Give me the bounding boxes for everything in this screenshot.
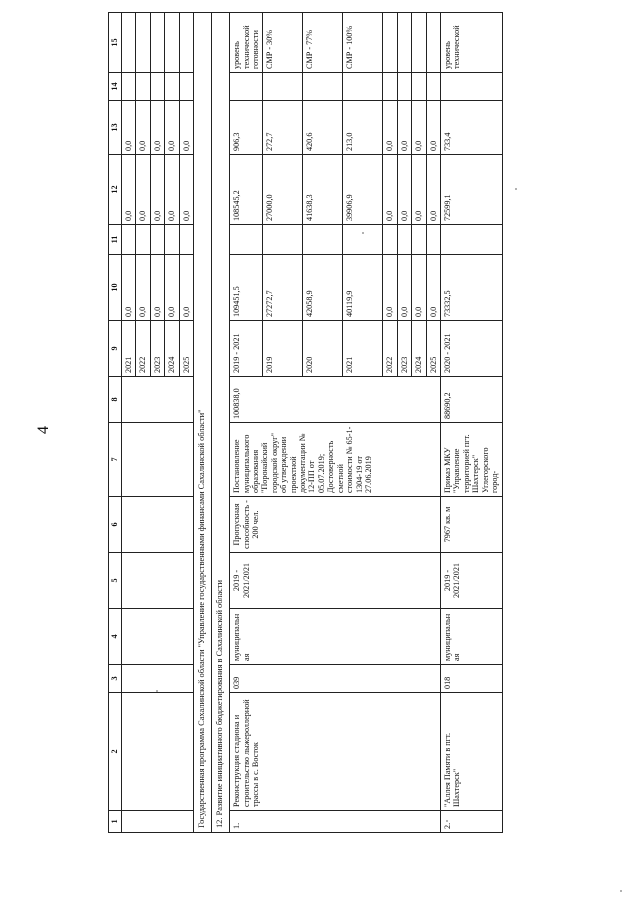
result-cell bbox=[426, 13, 440, 73]
value-cell: 0,0 bbox=[179, 101, 193, 155]
col-header: 10 bbox=[109, 255, 122, 321]
section-title: 12. Развитие инициативного бюджетирования в Сахалинской области bbox=[212, 13, 230, 833]
program-title: Государственная программа Сахалинской области "Управление государственными финансами Сахалинской области" bbox=[194, 13, 212, 833]
program-row bbox=[194, 13, 212, 833]
value-cell: 0,0 bbox=[150, 101, 164, 155]
col-header: 9 bbox=[109, 321, 122, 377]
col-header: 3 bbox=[109, 665, 122, 693]
table-row bbox=[122, 13, 136, 833]
value-cell: 0,0 bbox=[165, 155, 179, 225]
value-cell: 733,4 bbox=[441, 101, 503, 155]
year-cell: 2020 bbox=[303, 321, 343, 377]
year-cell: 2024 bbox=[165, 321, 179, 377]
ownership-cell: муниципальная bbox=[230, 609, 441, 665]
value-cell: 0,0 bbox=[179, 255, 193, 321]
value-cell: 213,0 bbox=[343, 101, 383, 155]
col-header: 8 bbox=[109, 377, 122, 423]
year-cell: 2020 - 2021 bbox=[441, 321, 503, 377]
ownership-cell: муниципальная bbox=[441, 609, 503, 665]
project-name: Реконструкция стадиона и строительство лыжероллерной трассы в с. Восток bbox=[230, 693, 441, 811]
period-cell: 2019 - 2021/2021 bbox=[441, 553, 503, 609]
value-cell: 0,0 bbox=[136, 101, 150, 155]
value-cell: 272,7 bbox=[263, 101, 303, 155]
value-cell: 0,0 bbox=[165, 101, 179, 155]
value-cell: 0,0 bbox=[122, 155, 136, 225]
code-cell: 018 bbox=[441, 665, 503, 693]
value-cell: 0,0 bbox=[412, 255, 426, 321]
year-cell: 2022 bbox=[383, 321, 397, 377]
value-cell: 420,6 bbox=[303, 101, 343, 155]
col-header: 1 bbox=[109, 811, 122, 833]
budget-table bbox=[108, 12, 503, 833]
value-cell: 0,0 bbox=[150, 155, 164, 225]
result-cell: уровень технической готовности bbox=[230, 13, 263, 73]
year-cell: 2021 bbox=[343, 321, 383, 377]
year-cell: 2023 bbox=[397, 321, 411, 377]
col-header: 11 bbox=[109, 225, 122, 255]
col-header: 4 bbox=[109, 609, 122, 665]
value-cell: 109451,5 bbox=[230, 255, 263, 321]
cost-cell: 100838,0 bbox=[230, 377, 441, 423]
value-cell: 73332,5 bbox=[441, 255, 503, 321]
col-header: 13 bbox=[109, 101, 122, 155]
value-cell: 42058,9 bbox=[303, 255, 343, 321]
value-cell: 0,0 bbox=[412, 101, 426, 155]
result-cell bbox=[412, 13, 426, 73]
col-header: 2 bbox=[109, 693, 122, 811]
year-cell: 2025 bbox=[179, 321, 193, 377]
value-cell: 0,0 bbox=[179, 155, 193, 225]
result-cell: СМР - 100% bbox=[343, 13, 383, 73]
result-cell bbox=[397, 13, 411, 73]
value-cell: 0,0 bbox=[136, 255, 150, 321]
result-cell: уровень технической bbox=[441, 13, 503, 73]
value-cell: 0,0 bbox=[122, 101, 136, 155]
col-header: 12 bbox=[109, 155, 122, 225]
result-cell bbox=[383, 13, 397, 73]
document-cell: Приказ МКУ "Управление территорией пгт. Шахтерск" Углегорского город- bbox=[441, 423, 503, 497]
year-cell: 2023 bbox=[150, 321, 164, 377]
year-cell: 2024 bbox=[412, 321, 426, 377]
scan-speck bbox=[620, 890, 622, 892]
value-cell: 0,0 bbox=[150, 255, 164, 321]
value-cell: 0,0 bbox=[136, 155, 150, 225]
year-cell: 2021 bbox=[122, 321, 136, 377]
value-cell: 0,0 bbox=[383, 101, 397, 155]
year-cell: 2022 bbox=[136, 321, 150, 377]
table-row bbox=[441, 13, 503, 833]
value-cell: 0,0 bbox=[122, 255, 136, 321]
table-row bbox=[230, 13, 263, 833]
section-row bbox=[212, 13, 230, 833]
result-cell: СМР - 77% bbox=[303, 13, 343, 73]
value-cell: 0,0 bbox=[383, 255, 397, 321]
col-header: 5 bbox=[109, 553, 122, 609]
capacity-cell: 7967 кв. м bbox=[441, 497, 503, 553]
col-header: 7 bbox=[109, 423, 122, 497]
value-cell: 0,0 bbox=[397, 255, 411, 321]
col-header: 15 bbox=[109, 13, 122, 73]
result-cell: СМР - 30% bbox=[263, 13, 303, 73]
project-name: "Аллея Памяти в пгт. Шахтерск" bbox=[441, 693, 503, 811]
row-number: 1. bbox=[230, 811, 441, 833]
value-cell: 108545,2 bbox=[230, 155, 263, 225]
value-cell: 0,0 bbox=[165, 255, 179, 321]
value-cell: 0,0 bbox=[426, 255, 440, 321]
capacity-cell: Пропускная способность - 200 чел. bbox=[230, 497, 441, 553]
page-number: 4 bbox=[35, 426, 52, 434]
cost-cell: 88690,2 bbox=[441, 377, 503, 423]
value-cell: 0,0 bbox=[412, 155, 426, 225]
value-cell: 27272,7 bbox=[263, 255, 303, 321]
value-cell: 72599,1 bbox=[441, 155, 503, 225]
year-cell: 2019 bbox=[263, 321, 303, 377]
value-cell: 0,0 bbox=[397, 101, 411, 155]
period-cell: 2019 - 2021/2021 bbox=[230, 553, 441, 609]
col-header: 6 bbox=[109, 497, 122, 553]
value-cell: 39906,9 bbox=[343, 155, 383, 225]
rotated-table-page bbox=[108, 13, 598, 833]
column-number-row bbox=[109, 13, 122, 833]
value-cell: 0,0 bbox=[397, 155, 411, 225]
year-cell: 2025 bbox=[426, 321, 440, 377]
value-cell: 0,0 bbox=[426, 155, 440, 225]
document-cell: Постановление муниципального образования "Поронайский городской округ" об утверждении проектной документации № 12-ПП от 05.07.2019; Достоверность сметной стоимости № 65-1-1304-19 от 27.06.2019 bbox=[230, 423, 441, 497]
row-number: 2. bbox=[441, 811, 503, 833]
value-cell: 40119,9 bbox=[343, 255, 383, 321]
value-cell: 0,0 bbox=[426, 101, 440, 155]
code-cell: 039 bbox=[230, 665, 441, 693]
value-cell: 41638,3 bbox=[303, 155, 343, 225]
value-cell: 906,3 bbox=[230, 101, 263, 155]
year-cell: 2019 - 2021 bbox=[230, 321, 263, 377]
col-header: 14 bbox=[109, 73, 122, 101]
value-cell: 27000,0 bbox=[263, 155, 303, 225]
value-cell: 0,0 bbox=[383, 155, 397, 225]
